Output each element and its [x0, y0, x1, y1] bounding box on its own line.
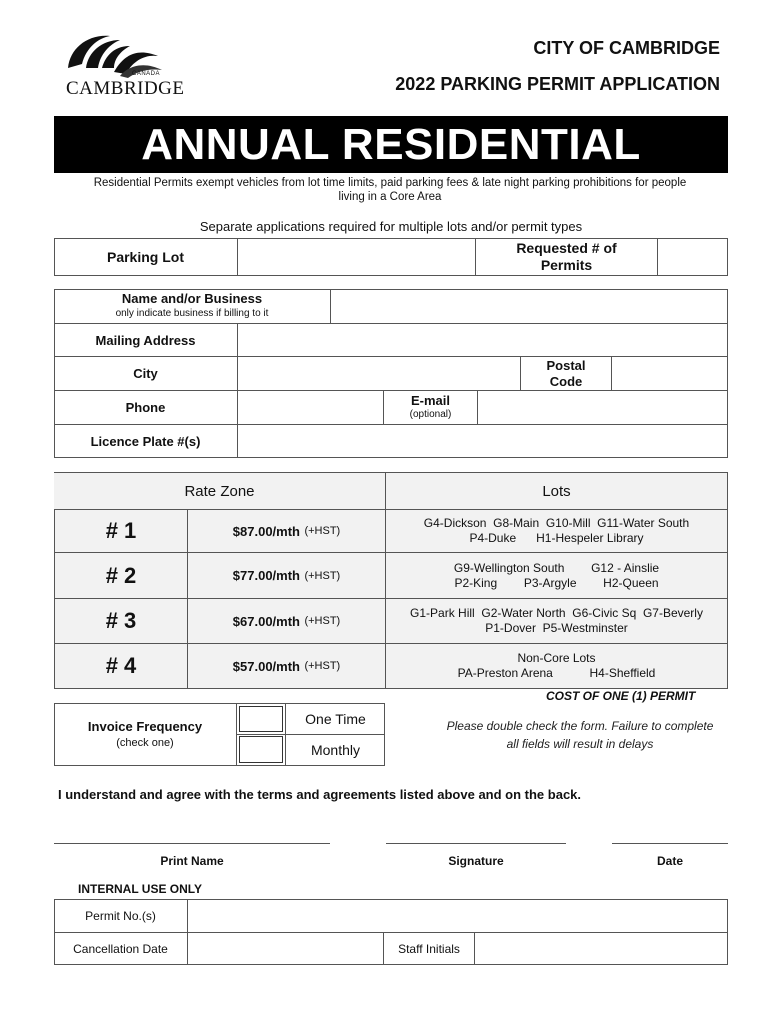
- lots-header: Lots: [386, 473, 727, 509]
- logo-country: CANADA: [132, 71, 161, 77]
- zone-3-price: $67.00/mth: [232, 613, 300, 629]
- agreement-statement: I understand and agree with the terms and agreements listed above and on the back.: [58, 787, 582, 802]
- form-title: 2022 PARKING PERMIT APPLICATION: [395, 74, 720, 94]
- zone-4-lots-line-1: Non-Core Lots: [517, 651, 596, 665]
- print-name-label: Print Name: [160, 854, 224, 868]
- mailing-address-label: Mailing Address: [95, 332, 196, 348]
- name-sublabel: only indicate business if billing to it: [115, 308, 269, 319]
- name-label: Name and/or Business: [121, 291, 263, 306]
- separate-applications-note: Separate applications required for multiple lots and/or permit types: [199, 219, 583, 234]
- zone-1-label: # 1: [55, 510, 187, 552]
- banner-description: [40, 176, 740, 204]
- zone-2-tax: (+HST): [304, 569, 341, 582]
- cost-note: COST OF ONE (1) PERMIT: [546, 689, 696, 703]
- phone-label: Phone: [125, 400, 166, 415]
- signature-line[interactable]: [386, 843, 566, 844]
- mailing-address-input[interactable]: [238, 324, 727, 356]
- zone-1-price: $87.00/mth: [232, 523, 300, 539]
- email-sublabel: (optional): [409, 408, 452, 420]
- city-input[interactable]: [238, 357, 520, 390]
- requested-label-line-1: Requested # of: [516, 240, 617, 256]
- zone-3-tax: (+HST): [304, 615, 341, 627]
- invoice-frequency-label: Invoice Frequency: [87, 718, 203, 734]
- cancellation-date-input[interactable]: [188, 933, 383, 964]
- notice-line-2: all fields will result in delays: [506, 737, 654, 751]
- zone-2-price-cell: [188, 553, 385, 598]
- zone-2-label: # 2: [55, 553, 187, 598]
- email-label-cell: [384, 391, 477, 424]
- parking-lot-label: Parking Lot: [106, 249, 184, 265]
- zone-4-lots: [386, 644, 727, 688]
- one-time-checkbox[interactable]: [239, 706, 283, 732]
- city-logo: [58, 28, 185, 100]
- requested-permits-input[interactable]: [658, 239, 727, 275]
- banner-title: ANNUAL RESIDENTIAL: [141, 119, 641, 169]
- monthly-checkbox[interactable]: [239, 736, 283, 763]
- zone-4-price-cell: [188, 644, 385, 688]
- postal-code-label: [521, 357, 611, 390]
- zone-1-lots-line-2: P4-Duke H1-Hespeler Library: [469, 531, 644, 545]
- notice-line-1: Please double check the form. Failure to complete: [446, 719, 714, 733]
- rate-zone-header: Rate Zone: [54, 473, 385, 509]
- zone-2-lots-line-2: P2-King P3-Argyle H2-Queen: [454, 575, 659, 590]
- staff-initials-input[interactable]: [475, 933, 727, 964]
- logo-name: CAMBRIDGE: [66, 78, 185, 99]
- zone-1-lots-line-1: G4-Dickson G8-Main G10-Mill G11-Water South: [423, 516, 690, 530]
- invoice-frequency-sublabel: (check one): [116, 736, 174, 749]
- zone-4-price: $57.00/mth: [232, 658, 300, 674]
- name-label-cell: [54, 289, 330, 323]
- date-label: Date: [656, 854, 683, 868]
- requested-label-line-2: Permits: [540, 257, 593, 273]
- zone-2-price: $77.00/mth: [232, 568, 300, 583]
- licence-plate-label: Licence Plate #(s): [90, 434, 201, 449]
- postal-code-input[interactable]: [612, 357, 727, 390]
- zone-1-tax: (+HST): [304, 525, 341, 537]
- zone-3-label: # 3: [55, 599, 187, 643]
- print-name-line[interactable]: [54, 843, 330, 844]
- date-line[interactable]: [612, 843, 728, 844]
- banner-desc-line-1: Residential Permits exempt vehicles from lot time limits, paid parking fees & late night parking prohibitions for people: [93, 177, 687, 189]
- monthly-option-label: Monthly: [310, 742, 361, 758]
- requested-permits-label: [476, 238, 657, 276]
- zone-4-label: # 4: [55, 644, 187, 688]
- zone-3-lots-line-2: P1-Dover P5-Westminster: [485, 621, 628, 635]
- parking-lot-input[interactable]: [238, 239, 474, 275]
- invoice-frequency-label-cell: [54, 703, 236, 766]
- banner-desc-line-2: living in a Core Area: [338, 191, 442, 203]
- zone-4-lots-line-2: PA-Preston Arena H4-Sheffield: [457, 666, 656, 680]
- city-label: City: [133, 366, 158, 381]
- zone-3-price-cell: [188, 599, 385, 643]
- licence-plate-input[interactable]: [238, 425, 727, 458]
- phone-input[interactable]: [238, 391, 383, 424]
- email-input[interactable]: [478, 391, 727, 424]
- name-input[interactable]: [331, 290, 727, 322]
- zone-2-lots-line-1: G9-Wellington South G12 - Ainslie: [453, 560, 660, 575]
- double-check-notice: [425, 717, 735, 753]
- zone-2-lots: [386, 553, 727, 598]
- title-banner: [54, 116, 728, 173]
- postal-label-line-2: Code: [549, 373, 583, 389]
- permit-no-input[interactable]: [188, 900, 727, 931]
- zone-1-lots: [386, 510, 727, 552]
- postal-label-line-1: Postal: [546, 357, 586, 373]
- cancellation-date-label: Cancellation Date: [73, 942, 168, 956]
- zone-3-lots: [386, 599, 727, 643]
- staff-initials-label: Staff Initials: [398, 942, 460, 956]
- city-name: CITY OF CAMBRIDGE: [533, 38, 720, 58]
- zone-1-price-cell: [188, 510, 385, 552]
- zone-3-lots-line-1: G1-Park Hill G2-Water North G6-Civic Sq G7-Beverly: [410, 606, 703, 620]
- one-time-option-label: One Time: [305, 711, 366, 727]
- permit-no-label: Permit No.(s): [85, 908, 156, 923]
- internal-use-title: INTERNAL USE ONLY: [78, 882, 203, 896]
- email-label: E-mail: [410, 392, 450, 408]
- signature-label: Signature: [448, 854, 504, 868]
- zone-4-tax: (+HST): [304, 660, 341, 672]
